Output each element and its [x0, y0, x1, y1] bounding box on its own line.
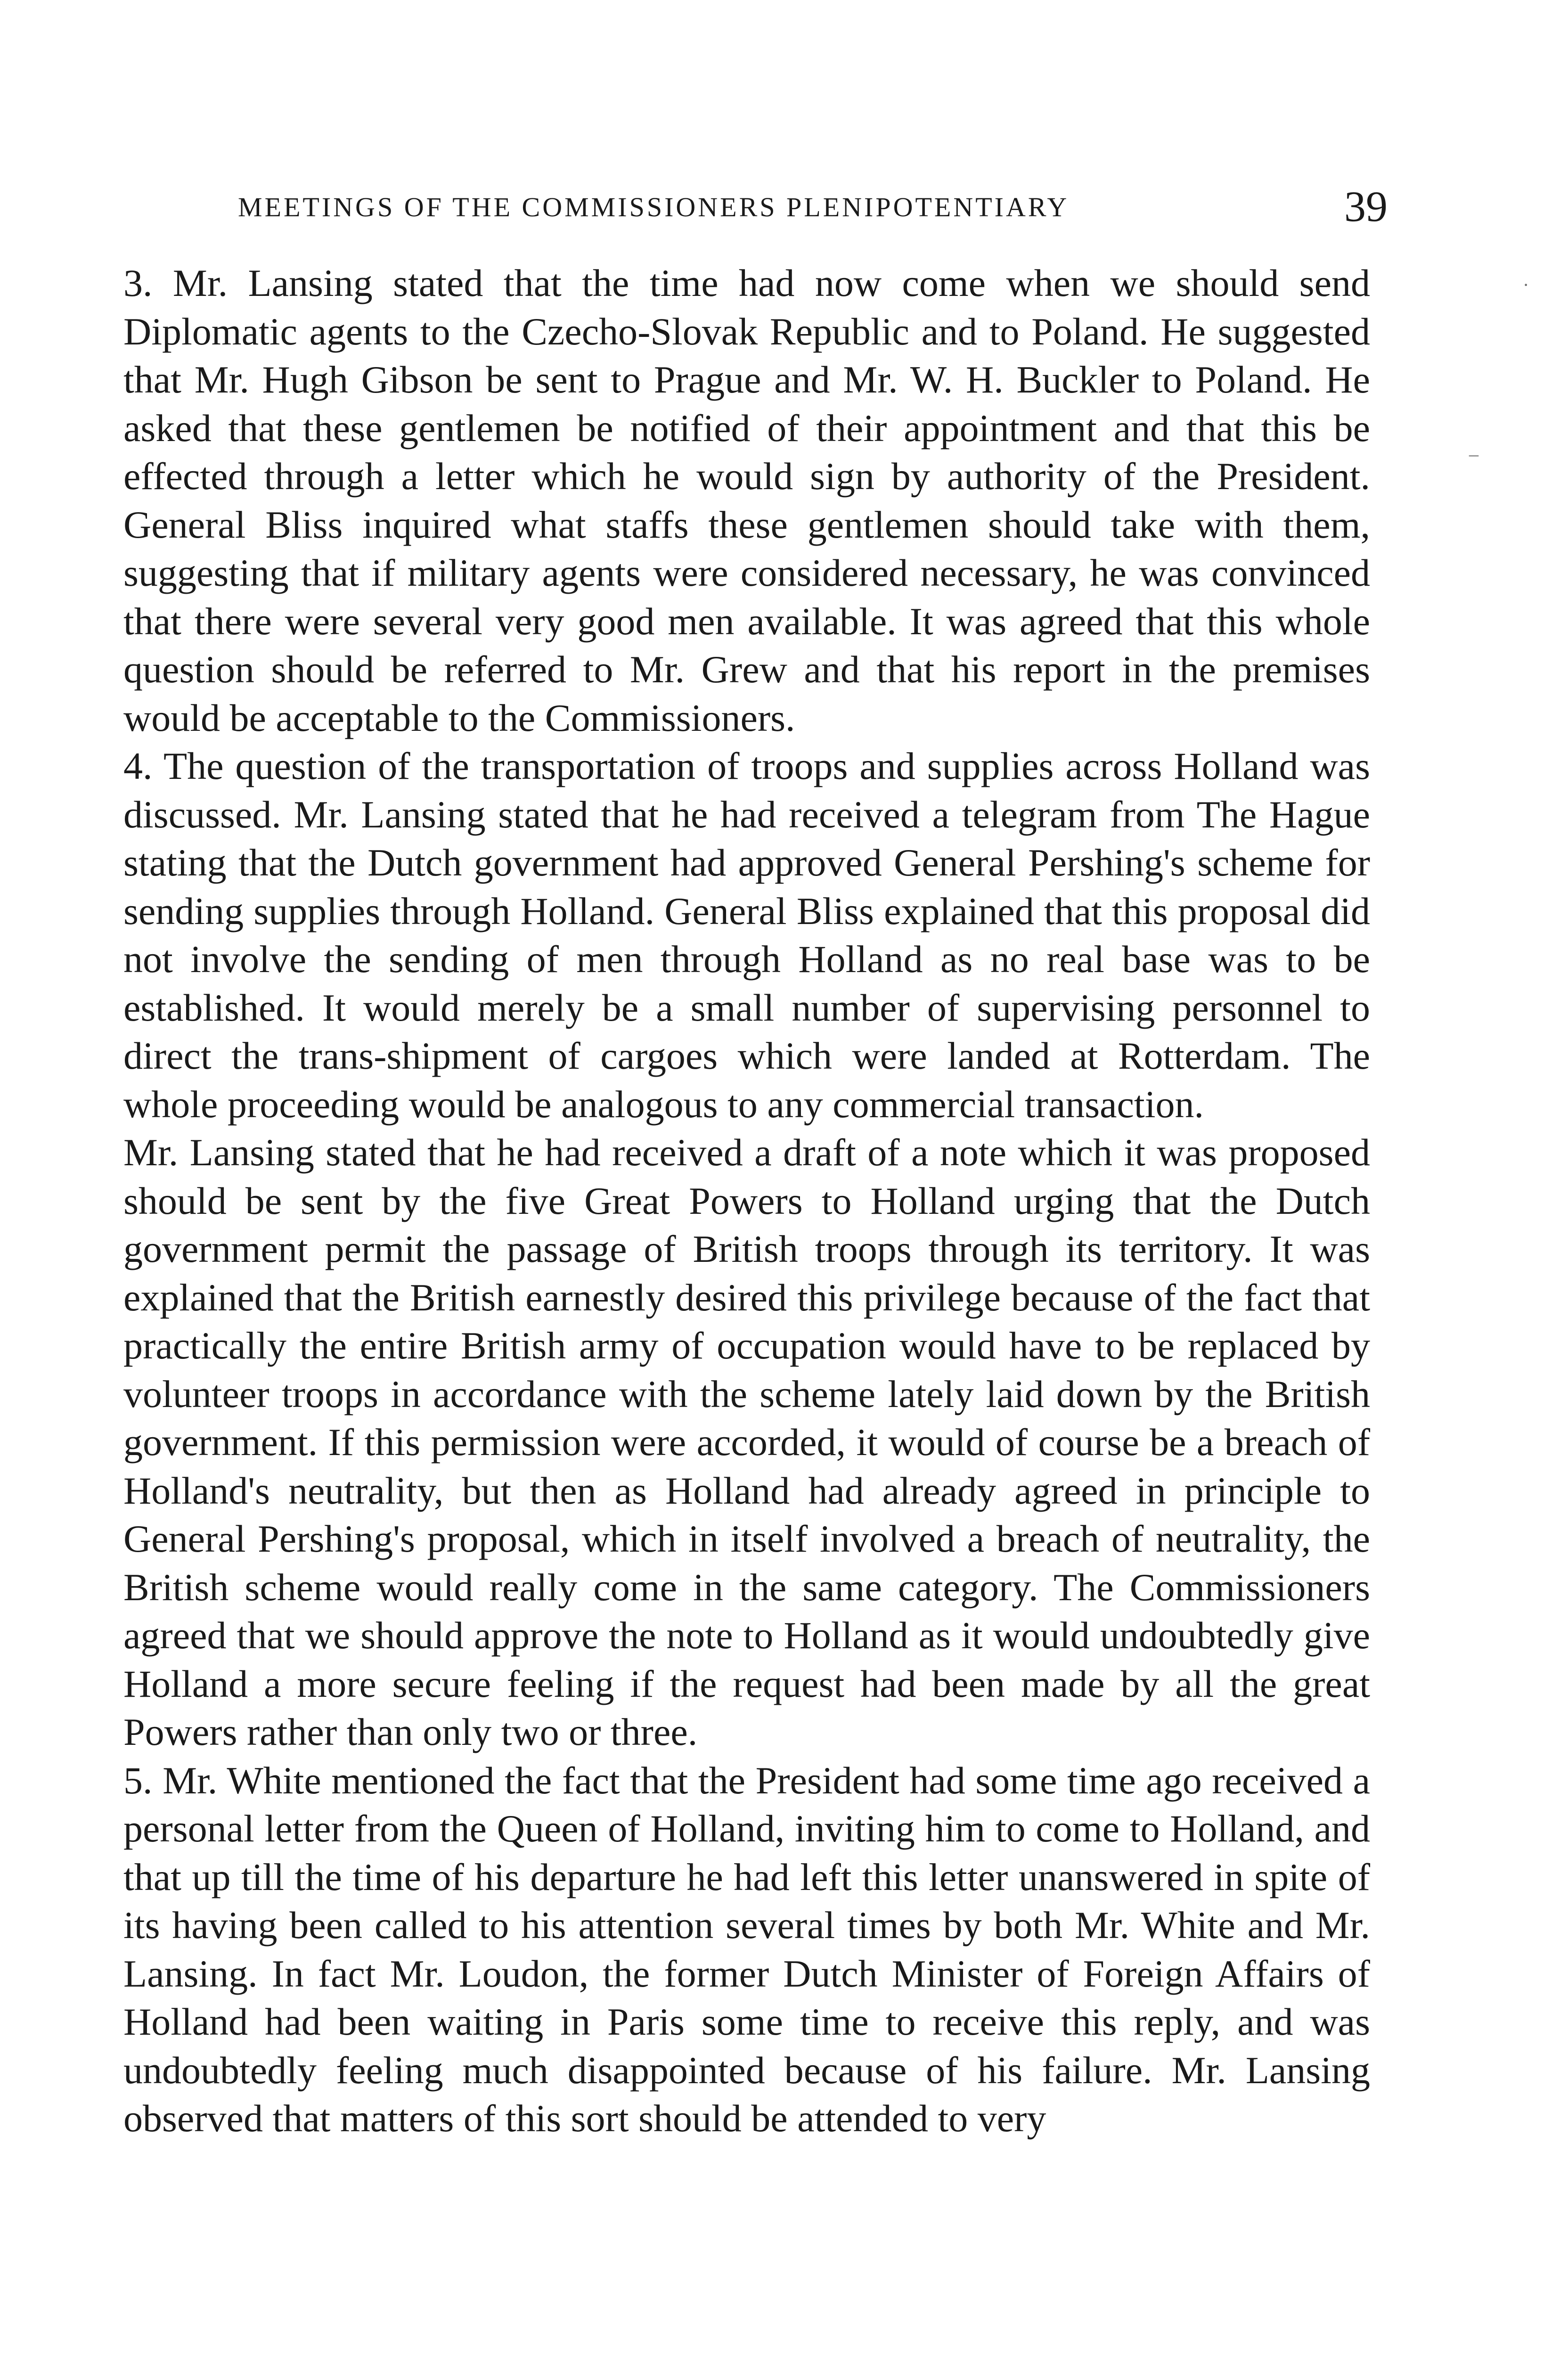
paragraph-british-troops: Mr. Lansing stated that he had received a draft of a note which it was proposed should be sent by the five Great Powers to Holland urging that the Dutch government permit the passage of British troops through its territory. It was explained that the British earnestly desired this privilege because of the fact that practically the entire British army of occupation would have to be replaced by volunteer troops in accordance with the scheme lately laid down by the British government. If this permission were accorded, it would of course be a breach of Holland's neutrality, but then as Holland had already agreed in principle to General Pershing's proposal, which in itself involved a breach of neutrality, the British scheme would really come in the same category. The Commissioners agreed that we should approve the note to Holland as it would undoubtedly give Holland a more secure feeling if the request had been made by all the great Powers rather than only two or three. — [123, 1131, 1370, 1753]
paragraph-item-4: 4. The question of the transportation of troops and supplies across Holland was discussed. Mr. Lansing stated that he had received a telegram from The Hague stating that the Dutch government had approved General Pershing's scheme for sending supplies through Holland. General Bliss explained that this proposal did not involve the sending of men through Holland as no real base was to be established. It would merely be a small number of supervising personnel to direct the trans-shipment of cargoes which were landed at Rotterdam. The whole proceeding would be analogous to any commercial transaction. — [123, 744, 1370, 1126]
paragraph-item-3: 3. Mr. Lansing stated that the time had now come when we should send Diplomatic agents to the Czecho-Slovak Republic and to Poland. He suggested that Mr. Hugh Gibson be sent to Prague and Mr. W. H. Buckler to Poland. He asked that these gentlemen be notified of their appointment and that this be effected through a letter which he would sign by authority of the President. General Bliss inquired what staffs these gentlemen should take with them, suggesting that if military agents were considered necessary, he was convinced that there were several very good men available. It was agreed that this whole question should be referred to Mr. Grew and that his report in the premises would be acceptable to the Commissioners. — [123, 262, 1370, 739]
margin-mark: · — [1523, 274, 1529, 295]
paragraph-item-5: 5. Mr. White mentioned the fact that the President had some time ago received a personal letter from the Queen of Holland, inviting him to come to Holland, and that up till the time of his departure he had left this letter unanswered in spite of its having been called to his attention several times by both Mr. White and Mr. Lansing. In fact Mr. Loudon, the former Dutch Minister of Foreign Affairs of Holland had been waiting in Paris some time to receive this reply, and was undoubtedly feeling much disappointed because of his failure. Mr. Lansing observed that matters of this sort should be attended to very — [123, 1759, 1370, 2140]
running-head — [238, 182, 1388, 232]
margin-mark: – — [1469, 443, 1478, 465]
running-title: MEETINGS OF THE COMMISSIONERS PLENIPOTENTIARY — [238, 192, 1070, 222]
page-number: 39 — [1344, 182, 1388, 230]
body-text — [123, 259, 1370, 2143]
